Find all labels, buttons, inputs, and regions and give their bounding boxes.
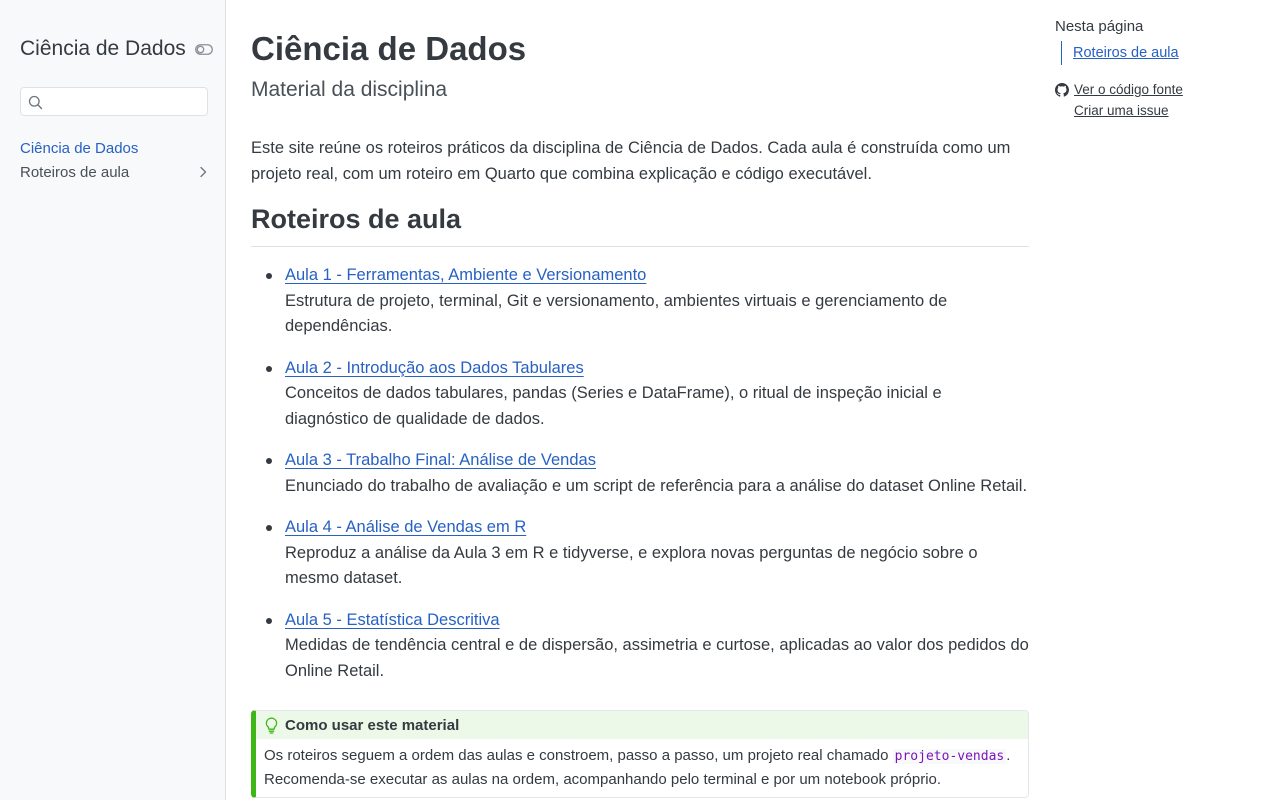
lesson-description: Conceitos de dados tabulares, pandas (Series e DataFrame), o ritual de inspeção inicial e diagnóstico de qualidade de dados.: [285, 384, 942, 428]
callout-tip: [251, 710, 1029, 798]
dark-mode-toggle-icon[interactable]: [195, 44, 213, 55]
search-box[interactable]: [20, 87, 208, 116]
lesson-link-aula-4[interactable]: Aula 4 - Análise de Vendas em R: [285, 518, 527, 536]
lesson-list: [251, 263, 1029, 700]
lesson-link-aula-5[interactable]: Aula 5 - Estatística Descritiva: [285, 610, 500, 629]
chevron-right-icon[interactable]: [198, 166, 208, 178]
section-title-roteiros: Roteiros de aula: [251, 204, 462, 234]
list-item: [251, 448, 1029, 499]
callout-header: [256, 711, 1028, 739]
page-title: Ciência de Dados: [251, 30, 527, 67]
lesson-description: Enunciado do trabalho de avaliação e um script de referência para a análise do dataset Online Retail.: [285, 476, 1028, 495]
create-issue-link[interactable]: [1074, 103, 1169, 118]
lightbulb-icon: [264, 717, 279, 734]
create-issue-label: Criar uma issue: [1074, 103, 1169, 118]
toc-link-roteiros-de-aula[interactable]: Roteiros de aula: [1061, 41, 1179, 65]
sidebar: [0, 0, 226, 800]
site-title[interactable]: Ciência de Dados: [20, 37, 186, 60]
list-item: [251, 356, 1029, 433]
lesson-link-aula-1[interactable]: Aula 1 - Ferramentas, Ambiente e Versionamento: [285, 266, 647, 284]
lesson-link-aula-2[interactable]: Aula 2 - Introdução aos Dados Tabulares: [285, 358, 584, 377]
github-icon: [1055, 83, 1069, 97]
section-divider: [251, 246, 1029, 247]
toc-heading: Nesta página: [1055, 18, 1144, 35]
intro-paragraph: Este site reúne os roteiros práticos da disciplina de Ciência de Dados. Cada aula é construída como um projeto real, com um roteiro em Quarto que combina explicação e código executável.: [251, 139, 1011, 183]
list-item: [251, 263, 1029, 340]
lesson-description: Estrutura de projeto, terminal, Git e versionamento, ambientes virtuais e gerenciamento de dependências.: [285, 291, 948, 335]
sidebar-item-label: Roteiros de aula: [20, 163, 130, 181]
inline-code: projeto-vendas: [894, 749, 1005, 764]
callout-title: Como usar este material: [285, 716, 460, 734]
callout-text: Os roteiros seguem a ordem das aulas e constroem, passo a passo, um projeto real chamado: [264, 747, 893, 764]
sidebar-item-label: Ciência de Dados: [20, 139, 139, 157]
callout-body: [256, 739, 1028, 791]
lesson-description: Reproduz a análise da Aula 3 em R e tidyverse, e explora novas perguntas de negócio sobre o mesmo dataset.: [285, 543, 978, 587]
search-icon: [28, 95, 43, 110]
search-input[interactable]: [47, 90, 203, 113]
view-source-link[interactable]: [1055, 82, 1183, 97]
sidebar-item-roteiros-de-aula[interactable]: [20, 161, 210, 183]
list-item: [251, 608, 1029, 685]
sidebar-header: [20, 34, 210, 64]
lesson-link-aula-3[interactable]: Aula 3 - Trabalho Final: Análise de Vendas: [285, 451, 596, 469]
sidebar-item-ciencia-de-dados[interactable]: [20, 137, 210, 159]
view-source-label: Ver o código fonte: [1074, 82, 1183, 97]
main-content: [251, 0, 1029, 800]
callout-text: . Recomenda-se executar as aulas na ordem, acompanhando pelo terminal e por um notebook próprio.: [264, 747, 1011, 788]
page-subtitle: Material da disciplina: [251, 78, 448, 101]
lesson-description: Medidas de tendência central e de dispersão, assimetria e curtose, aplicadas ao valor dos pedidos do Online Retail.: [285, 636, 1029, 680]
list-item: [251, 515, 1029, 592]
